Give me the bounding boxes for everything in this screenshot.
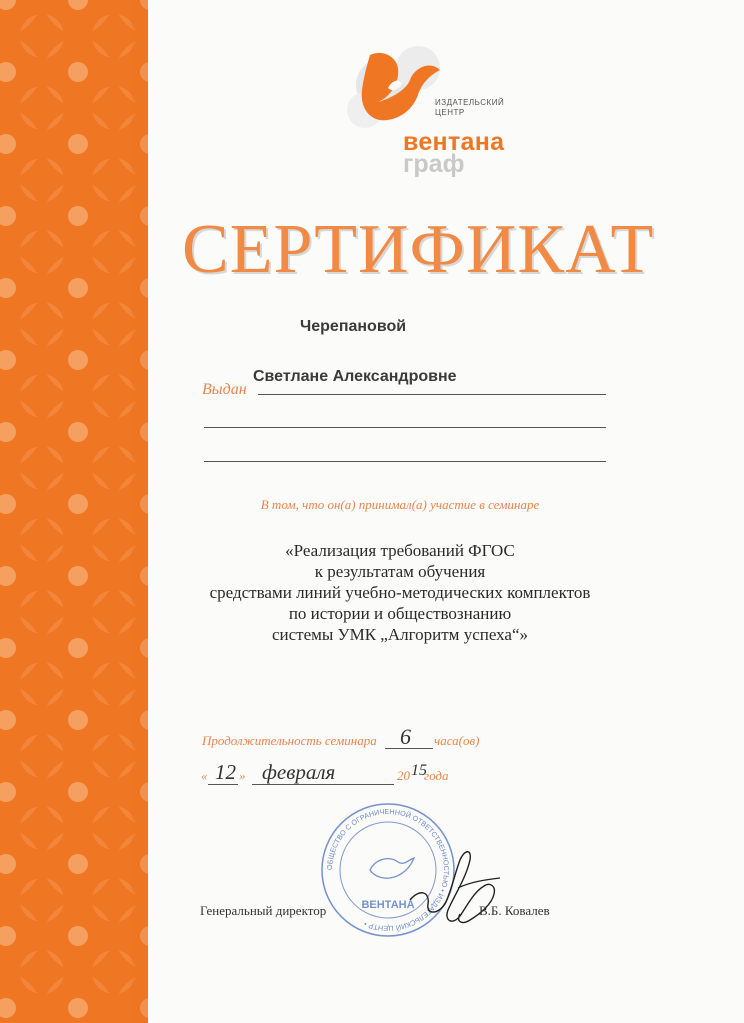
date-quote-open: «	[201, 768, 208, 783]
date-month-line	[252, 784, 394, 785]
director-name: В.Б. Ковалев	[479, 903, 550, 918]
recipient-names: Светлане Александровне	[253, 368, 457, 385]
logo-caption	[435, 98, 525, 118]
date-quote-close: »	[239, 768, 246, 783]
date-month: февраля	[262, 760, 336, 784]
logo-brand-word1: вентана	[403, 128, 505, 156]
date-day-line	[208, 784, 238, 785]
date-year-prefix: 20	[397, 768, 410, 783]
recipient-surname: Черепановой	[300, 318, 407, 335]
seminar-line: системы УМК „Алгоритм успеха“»	[271, 625, 529, 644]
duration-label: Продолжительность семинара	[202, 733, 377, 748]
recipient-line-1	[258, 394, 606, 395]
issued-label: Выдан	[202, 381, 247, 398]
seminar-title	[160, 540, 640, 645]
band-pattern	[0, 0, 148, 1023]
seminar-line: средствами линий учебно-методических комплектов	[209, 583, 591, 602]
logo-caption-line2: ЦЕНТР	[435, 108, 465, 117]
recipient-line-3	[204, 461, 606, 462]
participation-text: В том, что он(а) принимал(а) участие в семинаре	[260, 497, 540, 512]
duration-value: 6	[400, 724, 411, 749]
seminar-line: «Реализация требований ФГОС	[285, 541, 515, 560]
seminar-line: по истории и обществознанию	[288, 604, 512, 623]
logo-caption-line1: ИЗДАТЕЛЬСКИЙ	[435, 98, 505, 107]
seminar-line: к результатам обучения	[314, 562, 486, 581]
duration-unit: часа(ов)	[434, 733, 480, 748]
date-day: 12	[215, 760, 236, 784]
handwritten-signature	[400, 830, 510, 940]
decorative-side-band	[0, 0, 148, 1023]
certificate-title: СЕРТИФИКАТ	[182, 211, 655, 288]
director-title: Генеральный директор	[200, 903, 327, 918]
date-year-label: года	[424, 768, 449, 783]
stamp-outer-text: ОБЩЕСТВО С ОГРАНИЧЕННОЙ ОТВЕТСТВЕННОСТЬЮ • ИЗДАТЕЛЬСКИЙ ЦЕНТР •	[324, 806, 452, 934]
recipient-line-2	[204, 427, 606, 428]
stamp-center-text: ВЕНТАНА	[361, 899, 415, 911]
logo-brand-word2: граф	[403, 150, 465, 178]
date-year-suffix: 15	[411, 762, 427, 779]
